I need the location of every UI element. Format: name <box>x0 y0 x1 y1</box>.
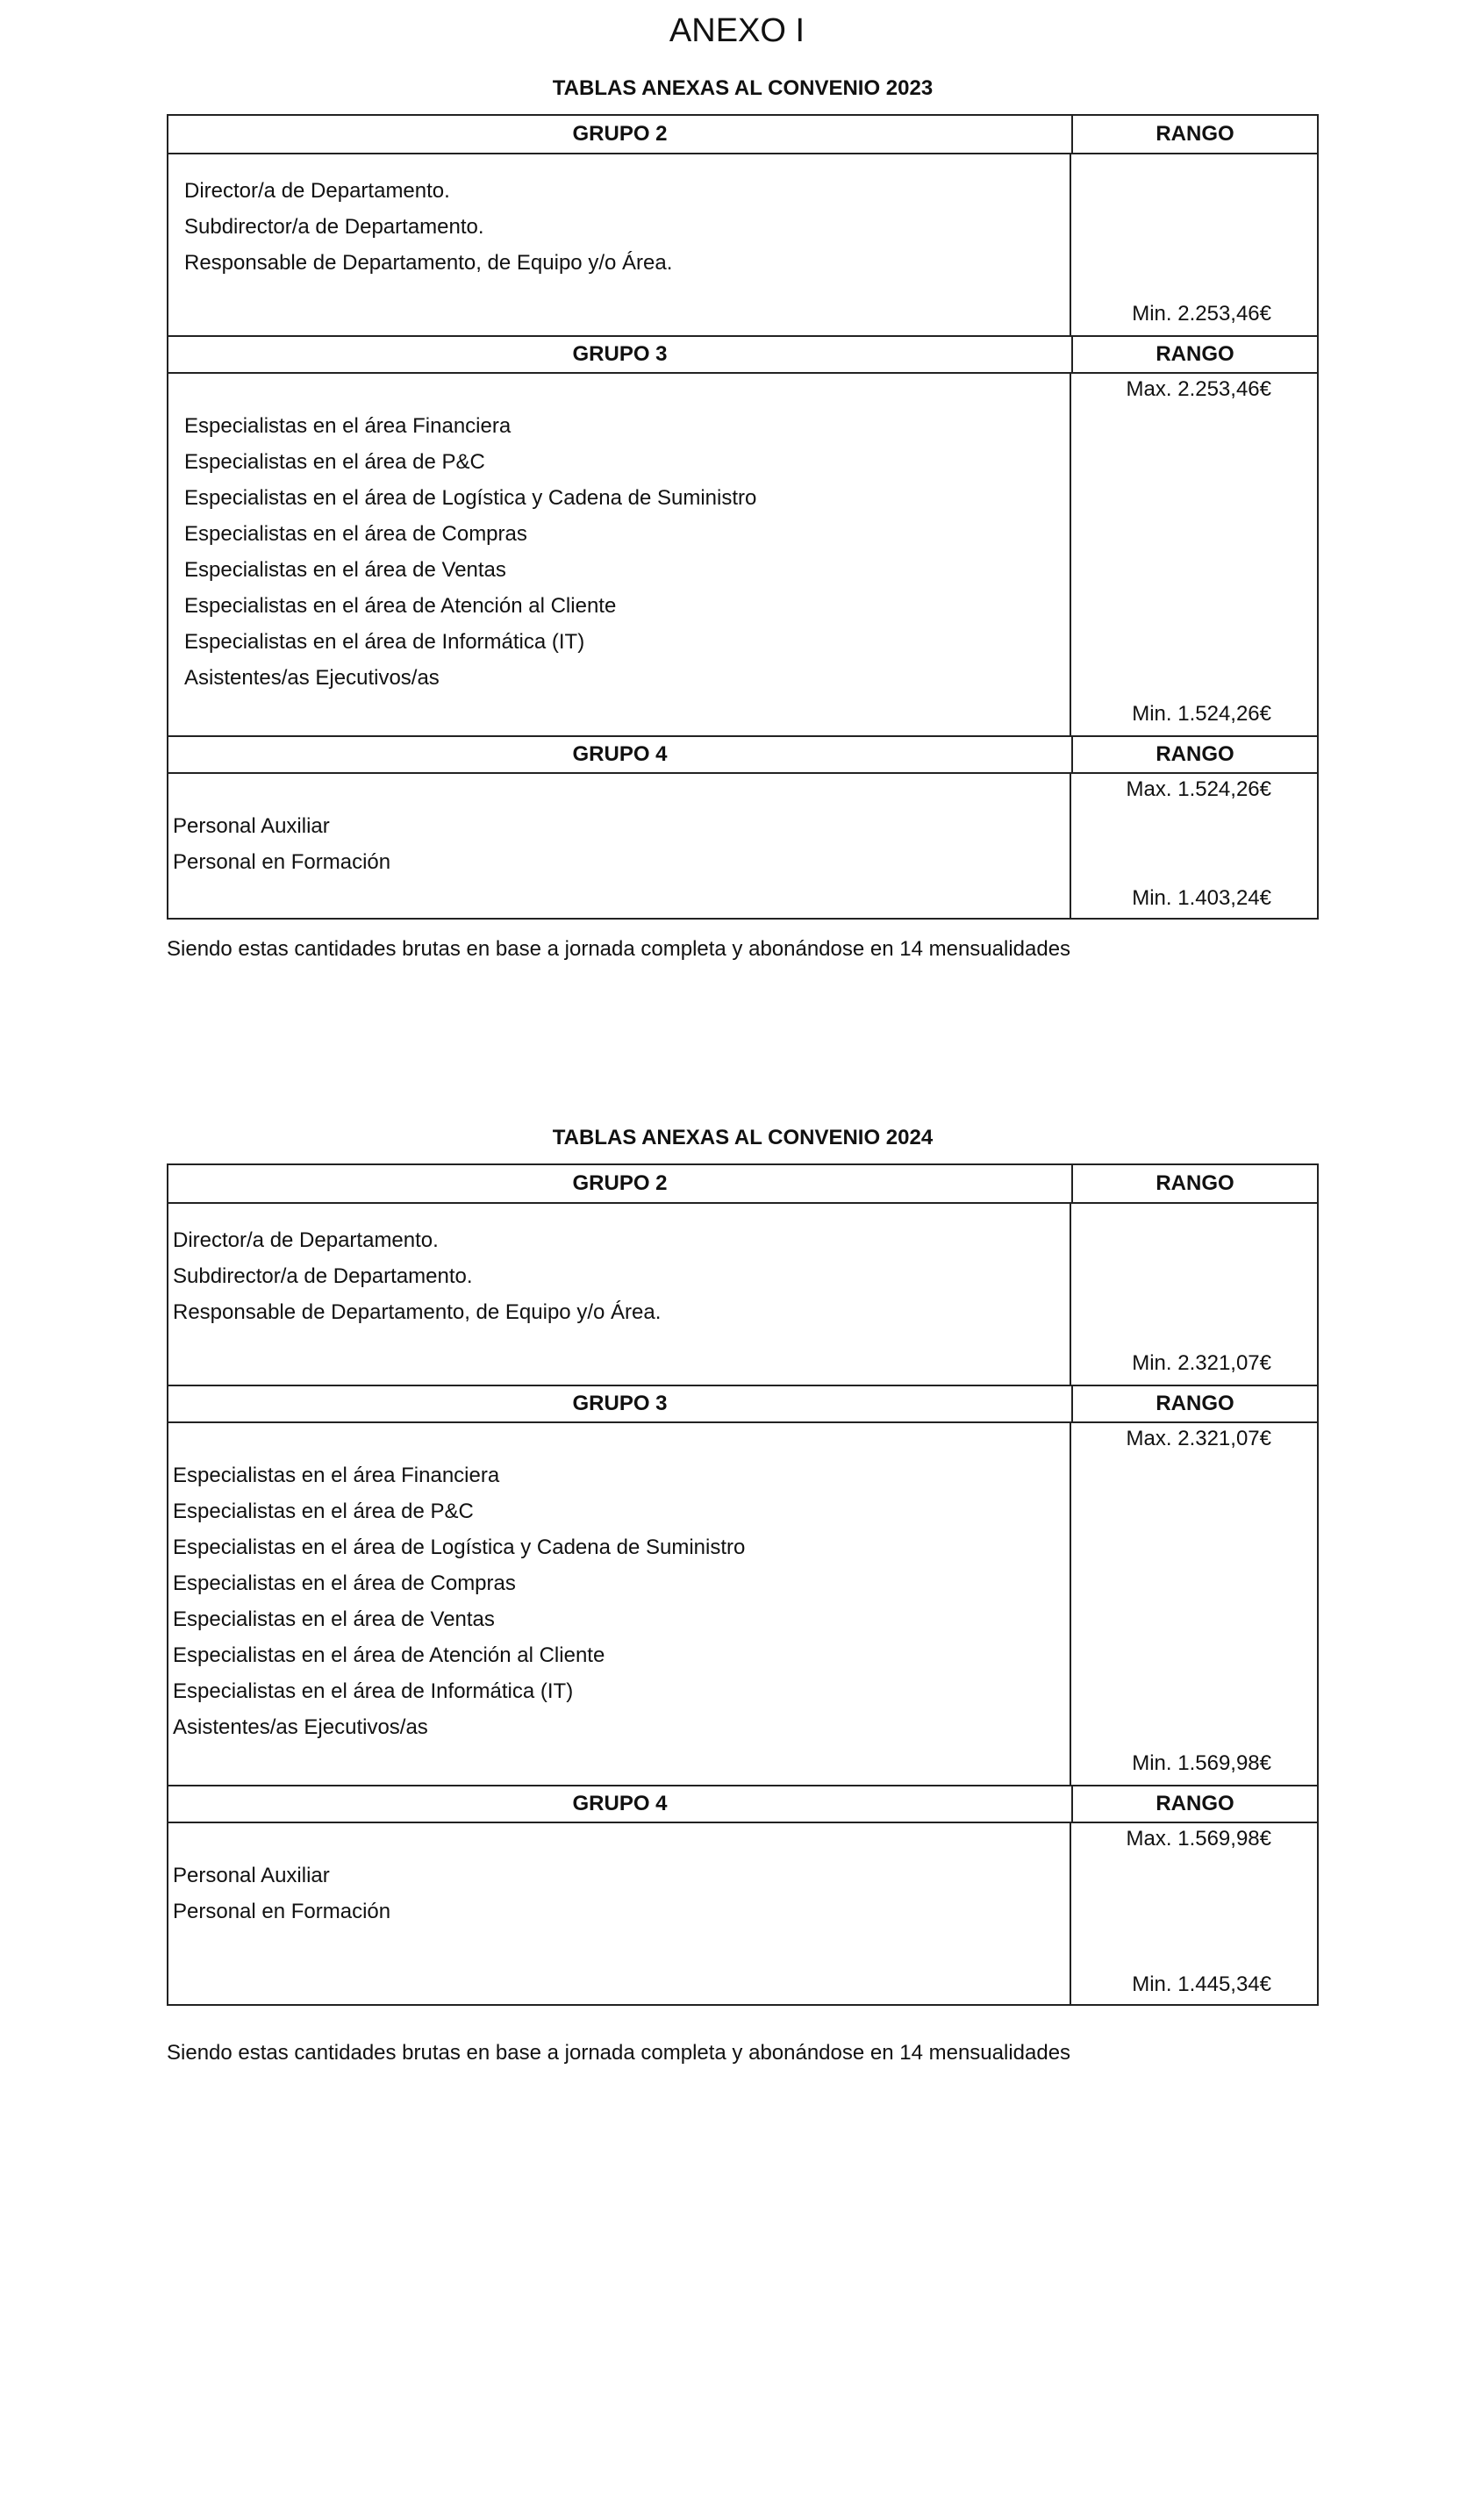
role-item: Responsable de Departamento, de Equipo y/o Área. <box>173 1300 662 1324</box>
group-2-header <box>168 116 1317 154</box>
note-2023: Siendo estas cantidades brutas en base a jornada completa y abonándose en 14 mensualidades <box>167 937 1071 961</box>
range-min: Min. 1.445,34€ <box>1132 1972 1271 1996</box>
role-item: Personal Auxiliar <box>173 1864 330 1887</box>
range-header: RANGO <box>1156 1792 1234 1815</box>
range-max: Max. 2.321,07€ <box>1126 1427 1271 1450</box>
group-4-roles <box>168 774 1071 918</box>
role-item: Especialistas en el área de P&C <box>173 1500 474 1523</box>
range-max: Max. 1.569,98€ <box>1126 1827 1271 1851</box>
group-3-roles <box>168 374 1071 735</box>
role-item: Especialistas en el área Financiera <box>184 414 512 438</box>
group-4-header <box>168 735 1317 774</box>
range-header: RANGO <box>1156 342 1234 366</box>
group-2-roles <box>168 154 1071 335</box>
range-min: Min. 2.321,07€ <box>1132 1351 1271 1375</box>
group-name: GRUPO 4 <box>168 737 1073 772</box>
note-2024: Siendo estas cantidades brutas en base a jornada completa y abonándose en 14 mensualidades <box>167 2041 1071 2065</box>
section-heading: TABLAS ANEXAS AL CONVENIO 2023 <box>552 76 934 100</box>
role-item: Personal en Formación <box>173 850 391 874</box>
role-item: Especialistas en el área de Compras <box>173 1571 516 1595</box>
role-item: Asistentes/as Ejecutivos/as <box>173 1715 428 1739</box>
role-item: Especialistas en el área Financiera <box>173 1464 500 1487</box>
group-4-body <box>168 1823 1317 2004</box>
role-item: Asistentes/as Ejecutivos/as <box>184 666 440 690</box>
role-item: Subdirector/a de Departamento. <box>173 1264 473 1288</box>
role-item: Especialistas en el área de Atención al Cliente <box>184 594 617 618</box>
range-min: Min. 1.524,26€ <box>1132 702 1271 726</box>
group-4-body <box>168 774 1317 918</box>
range-min: Min. 1.569,98€ <box>1132 1751 1271 1775</box>
role-item: Responsable de Departamento, de Equipo y/o Área. <box>184 251 673 275</box>
role-item: Director/a de Departamento. <box>173 1228 439 1252</box>
page-title: ANEXO I <box>669 12 805 49</box>
role-item: Especialistas en el área de Logística y Cadena de Suministro <box>184 486 757 510</box>
role-item: Especialistas en el área de Logística y Cadena de Suministro <box>173 1536 746 1559</box>
salary-table-2024 <box>167 1163 1319 2006</box>
range-header: RANGO <box>1156 742 1234 766</box>
group-2-range <box>1071 1204 1317 1385</box>
group-2-header <box>168 1165 1317 1204</box>
role-item: Especialistas en el área de Compras <box>184 522 527 546</box>
role-item: Personal Auxiliar <box>173 814 330 838</box>
role-item: Especialistas en el área de Atención al Cliente <box>173 1643 605 1667</box>
section-heading: TABLAS ANEXAS AL CONVENIO 2024 <box>552 1126 934 1149</box>
group-3-header <box>168 1385 1317 1423</box>
group-4-range <box>1071 1823 1317 2004</box>
role-item: Especialistas en el área de Ventas <box>184 558 506 582</box>
group-2-body <box>168 1204 1317 1385</box>
group-3-range <box>1071 374 1317 735</box>
salary-table-2023 <box>167 114 1319 920</box>
group-4-header <box>168 1785 1317 1823</box>
group-name: GRUPO 4 <box>168 1786 1073 1822</box>
role-item: Director/a de Departamento. <box>184 179 450 203</box>
group-name: GRUPO 3 <box>168 1386 1073 1421</box>
group-3-body <box>168 1423 1317 1785</box>
role-item: Personal en Formación <box>173 1900 391 1923</box>
role-item: Especialistas en el área de Informática (IT) <box>173 1679 574 1703</box>
role-item: Especialistas en el área de Ventas <box>173 1607 495 1631</box>
range-header: RANGO <box>1156 1171 1234 1195</box>
group-3-range <box>1071 1423 1317 1785</box>
group-name: GRUPO 2 <box>168 116 1073 153</box>
range-header: RANGO <box>1156 1392 1234 1415</box>
range-min: Min. 1.403,24€ <box>1132 886 1271 910</box>
group-2-body <box>168 154 1317 335</box>
role-item: Subdirector/a de Departamento. <box>184 215 484 239</box>
group-4-range <box>1071 774 1317 918</box>
group-3-header <box>168 335 1317 374</box>
group-3-body <box>168 374 1317 735</box>
group-2-range <box>1071 154 1317 335</box>
group-2-roles <box>168 1204 1071 1385</box>
section-2023 <box>167 74 1319 920</box>
group-name: GRUPO 3 <box>168 337 1073 372</box>
range-header: RANGO <box>1156 122 1234 146</box>
role-item: Especialistas en el área de P&C <box>184 450 485 474</box>
group-4-roles <box>168 1823 1071 2004</box>
range-min: Min. 2.253,46€ <box>1132 302 1271 326</box>
group-3-roles <box>168 1423 1071 1785</box>
range-max: Max. 1.524,26€ <box>1126 777 1271 801</box>
group-name: GRUPO 2 <box>168 1165 1073 1202</box>
section-2024 <box>167 1123 1319 2006</box>
range-max: Max. 2.253,46€ <box>1126 377 1271 401</box>
role-item: Especialistas en el área de Informática (IT) <box>184 630 585 654</box>
